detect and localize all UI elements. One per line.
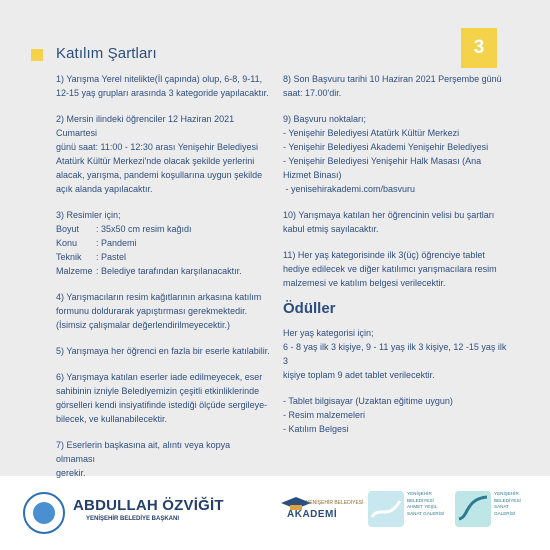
rule-5: 5) Yarışmaya her öğrenci en fazla bir eserle katılabilir.: [56, 346, 270, 356]
award-item: - Tablet bilgisayar (Uzaktan eğitime uygun): [283, 396, 453, 406]
award-item: - Resim malzemeleri: [283, 410, 366, 420]
gallery-logo-text: YENİŞEHİR BELEDİYESİ AHMET YEŞİL SANAT GALERİSİ: [407, 491, 445, 516]
rule-1: 1) Yarışma Yerel nitelikte(İl çapında) olup, 6-8, 9-11, 12-15 yaş grupları arasında 3 kategoride yapılacaktır.: [56, 74, 269, 98]
rule-8: 8) Son Başvuru tarihi 10 Haziran 2021 Perşembe günü saat: 17.00'dir.: [283, 74, 502, 98]
rule-10: 10) Yarışmaya katılan her öğrencinin velisi bu şartları kabul etmiş sayılacaktır.: [283, 210, 495, 234]
rule-9: [283, 112, 513, 196]
spec-value: : 35x50 cm resim kağıdı: [96, 224, 192, 234]
rule-3-title: 3) Resimler için;: [56, 210, 121, 220]
rule-3: [56, 208, 270, 278]
rule-11: 11) Her yaş kategorisinde ilk 3(üç) öğrenciye tablet hediye edilecek ve diğer katılımcı yarışmacılara resim malzemesi ve katılım belgesi verilecektir.: [283, 250, 497, 288]
spec-key: Boyut: [56, 224, 80, 234]
rule-9-title: 9) Başvuru noktaları;: [283, 114, 367, 124]
rule-6: 6) Yarışmaya katılan eserler iade edilmeyecek, eser sahibinin izniyle Belediyemizin çeşitli etkinliklerinde görselleri kendi insiyatifinde istediği ölçüde sergileye- bilecek, ve kullanabilecektir.: [56, 372, 268, 424]
wave-logo-icon: [455, 491, 491, 527]
awards-list: [283, 394, 513, 436]
application-link[interactable]: - yenisehirakademi.com/basvuru: [283, 184, 416, 194]
rule-2: 2) Mersin ilindeki öğrenciler 12 Haziran 2021 Cumartesi günü saat: 11:00 - 12:30 arası Yenişehir Belediyesi Atatürk Kültür Merkezi'nde olacak şekilde yerlerini alacak, yarışma, pandemi koşullarına uygun şekilde açık alanda yapılacaktır.: [56, 114, 263, 194]
spec-key: Konu: [56, 238, 78, 248]
spec-value: : Pandemi: [96, 238, 137, 248]
municipality-seal-icon: [23, 492, 65, 534]
spec-value: : Pastel: [96, 252, 127, 262]
gallery-logo-text: YENİŞEHİR BELEDİYESİ SANAT GALERİSİ: [494, 491, 521, 516]
wave-logo-icon: [368, 491, 404, 527]
footer-logos: [0, 476, 550, 550]
spec-row: [56, 250, 270, 264]
page-title: Katılım Şartları: [56, 45, 157, 62]
right-column: [283, 72, 513, 436]
award-item: - Katılım Belgesi: [283, 424, 349, 434]
application-point: - Yenişehir Belediyesi Yenişehir Halk Masası (Ana Hizmet Binası): [283, 156, 482, 180]
spec-row: [56, 236, 270, 250]
rule-7: 7) Eserlerin başkasına ait, alıntı veya kopya olmaması gerekir.: [56, 440, 231, 478]
yellow-square-icon: [31, 49, 43, 61]
spec-key: Teknik: [56, 252, 82, 262]
page-number-badge: 3: [461, 28, 497, 68]
spec-value: : Belediye tarafından karşılanacaktır.: [96, 266, 242, 276]
awards-intro: Her yaş kategorisi için; 6 - 8 yaş ilk 3 kişiye, 9 - 11 yaş ilk 3 kişiye, 12 -15 yaş ilk 3 kişiye toplam 9 adet tablet verilecektir.: [283, 328, 507, 380]
application-point: - Yenişehir Belediyesi Akademi Yenişehir Belediyesi: [283, 142, 489, 152]
spec-row: [56, 264, 270, 278]
application-point: - Yenişehir Belediyesi Atatürk Kültür Merkezi: [283, 128, 460, 138]
mayor-name: ABDULLAH ÖZVİĞİT: [73, 497, 224, 514]
akademi-subtitle: YENİŞEHİR BELEDİYESİ: [306, 500, 364, 506]
mayor-title: YENİŞEHİR BELEDİYE BAŞKANI: [86, 516, 180, 522]
left-column: [56, 72, 270, 492]
akademi-logo-text: AKADEMİ: [287, 509, 338, 520]
spec-key: Malzeme: [56, 266, 93, 276]
rule-4: 4) Yarışmacıların resim kağıtlarının arkasına katılım formunu doldurarak yapıştırması gerekmektedir. (İsimsiz çalışmalar değerlendirilmeyecektir.): [56, 292, 262, 330]
spec-row: [56, 222, 270, 236]
awards-heading: Ödüller: [283, 300, 336, 317]
